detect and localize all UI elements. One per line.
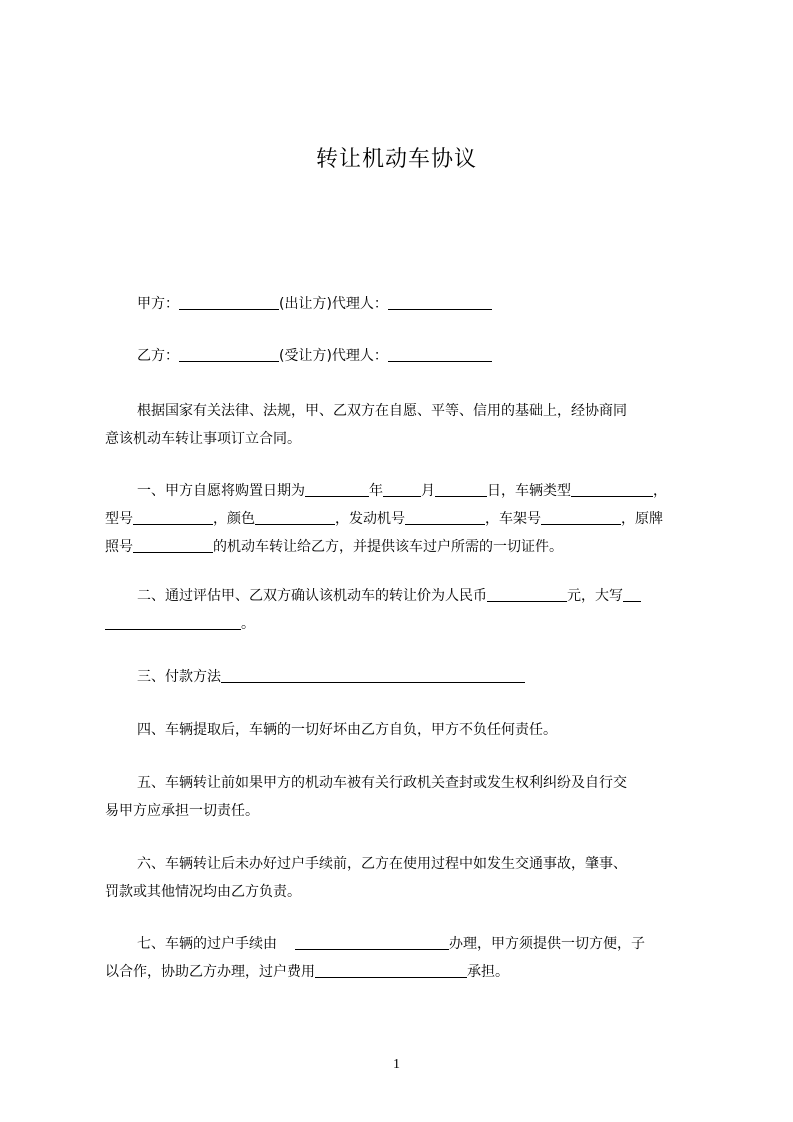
clause-2-line-2: [105, 613, 705, 633]
document-title: 转让机动车协议: [315, 147, 477, 172]
plate-label: ，原牌: [621, 511, 663, 527]
day-label: 日，车辆类型: [487, 483, 571, 499]
clause-7-text-4: 承担。: [467, 964, 509, 980]
party-a-role: (出让方)代理人：: [279, 296, 388, 312]
party-b-role: (受让方)代理人：: [279, 348, 388, 364]
period: 。: [241, 616, 255, 632]
vehicle-type-blank[interactable]: [571, 482, 653, 497]
clause-7-text-2: 办理，甲方须提供一切方便，子: [449, 936, 645, 952]
frame-label: ，车架号: [485, 511, 541, 527]
plate-label-2: 照号: [105, 539, 133, 555]
model-label: 型号: [105, 511, 133, 527]
clause-7-text-3: 以合作，协助乙方办理，过户费用: [105, 964, 315, 980]
party-a-blank[interactable]: [179, 295, 279, 310]
clause-5-line-1: 五、车辆转让前如果甲方的机动车被有关行政机关查封或发生权利纠纷及自行交: [137, 775, 627, 791]
transfer-fee-blank[interactable]: [315, 963, 467, 978]
party-b-blank[interactable]: [179, 347, 279, 362]
price-blank[interactable]: [487, 587, 567, 602]
clause-3-line: [105, 666, 737, 686]
clause-5-line-2: 易甲方应承担一切责任。: [105, 803, 259, 819]
comma: ，: [653, 483, 667, 499]
yuan-label: 元，大写: [567, 588, 623, 604]
clause-2-line-1: [105, 585, 737, 605]
clause-1-line-2: [105, 508, 705, 528]
model-blank[interactable]: [133, 510, 213, 525]
price-words-blank-start[interactable]: [623, 587, 641, 602]
color-label: ，颜色: [213, 511, 255, 527]
engine-label: ，发动机号: [335, 511, 405, 527]
intro-line-2: 意该机动车转让事项订立合同。: [105, 431, 301, 447]
page-number: 1: [393, 1057, 400, 1072]
party-b-label: 乙方：: [137, 348, 179, 364]
party-a-agent-blank[interactable]: [388, 295, 492, 310]
clause-1-text: 一、甲方自愿将购置日期为: [137, 483, 305, 499]
frame-blank[interactable]: [541, 510, 621, 525]
day-blank[interactable]: [435, 482, 487, 497]
intro-line-1: 根据国家有关法律、法规，甲、乙双方在自愿、平等、信用的基础上，经协商同: [137, 403, 627, 419]
clause-7-line-1: [105, 933, 737, 953]
clause-7-text: 七、车辆的过户手续由: [137, 936, 277, 952]
party-b-agent-blank[interactable]: [388, 347, 492, 362]
clause-4-line: 四、车辆提取后，车辆的一切好坏由乙方自负，甲方不负任何责任。: [137, 722, 557, 738]
color-blank[interactable]: [255, 510, 335, 525]
year-blank[interactable]: [305, 482, 369, 497]
plate-blank[interactable]: [133, 538, 213, 553]
clause-6-line-1: 六、车辆转让后未办好过户手续前，乙方在使用过程中如发生交通事故，肇事、: [137, 856, 627, 872]
payment-method-blank[interactable]: [221, 668, 525, 683]
clause-2-text: 二、通过评估甲、乙双方确认该机动车的转让价为人民币: [137, 588, 487, 604]
year-label: 年: [369, 483, 383, 499]
party-b-line: [105, 345, 737, 365]
month-blank[interactable]: [383, 482, 421, 497]
month-label: 月: [421, 483, 435, 499]
party-a-line: [105, 293, 737, 313]
clause-1-line-3: [105, 536, 705, 556]
clause-6-line-2: 罚款或其他情况均由乙方负责。: [105, 884, 301, 900]
transfer-handler-blank[interactable]: [295, 935, 449, 950]
engine-blank[interactable]: [405, 510, 485, 525]
clause-1-line-1: [105, 480, 737, 500]
party-a-label: 甲方：: [137, 296, 179, 312]
clause-3-text: 三、付款方法: [137, 669, 221, 685]
clause-7-line-2: [105, 961, 705, 981]
clause-1-tail: 的机动车转让给乙方，并提供该车过户所需的一切证件。: [213, 539, 563, 555]
price-words-blank[interactable]: [105, 615, 241, 630]
